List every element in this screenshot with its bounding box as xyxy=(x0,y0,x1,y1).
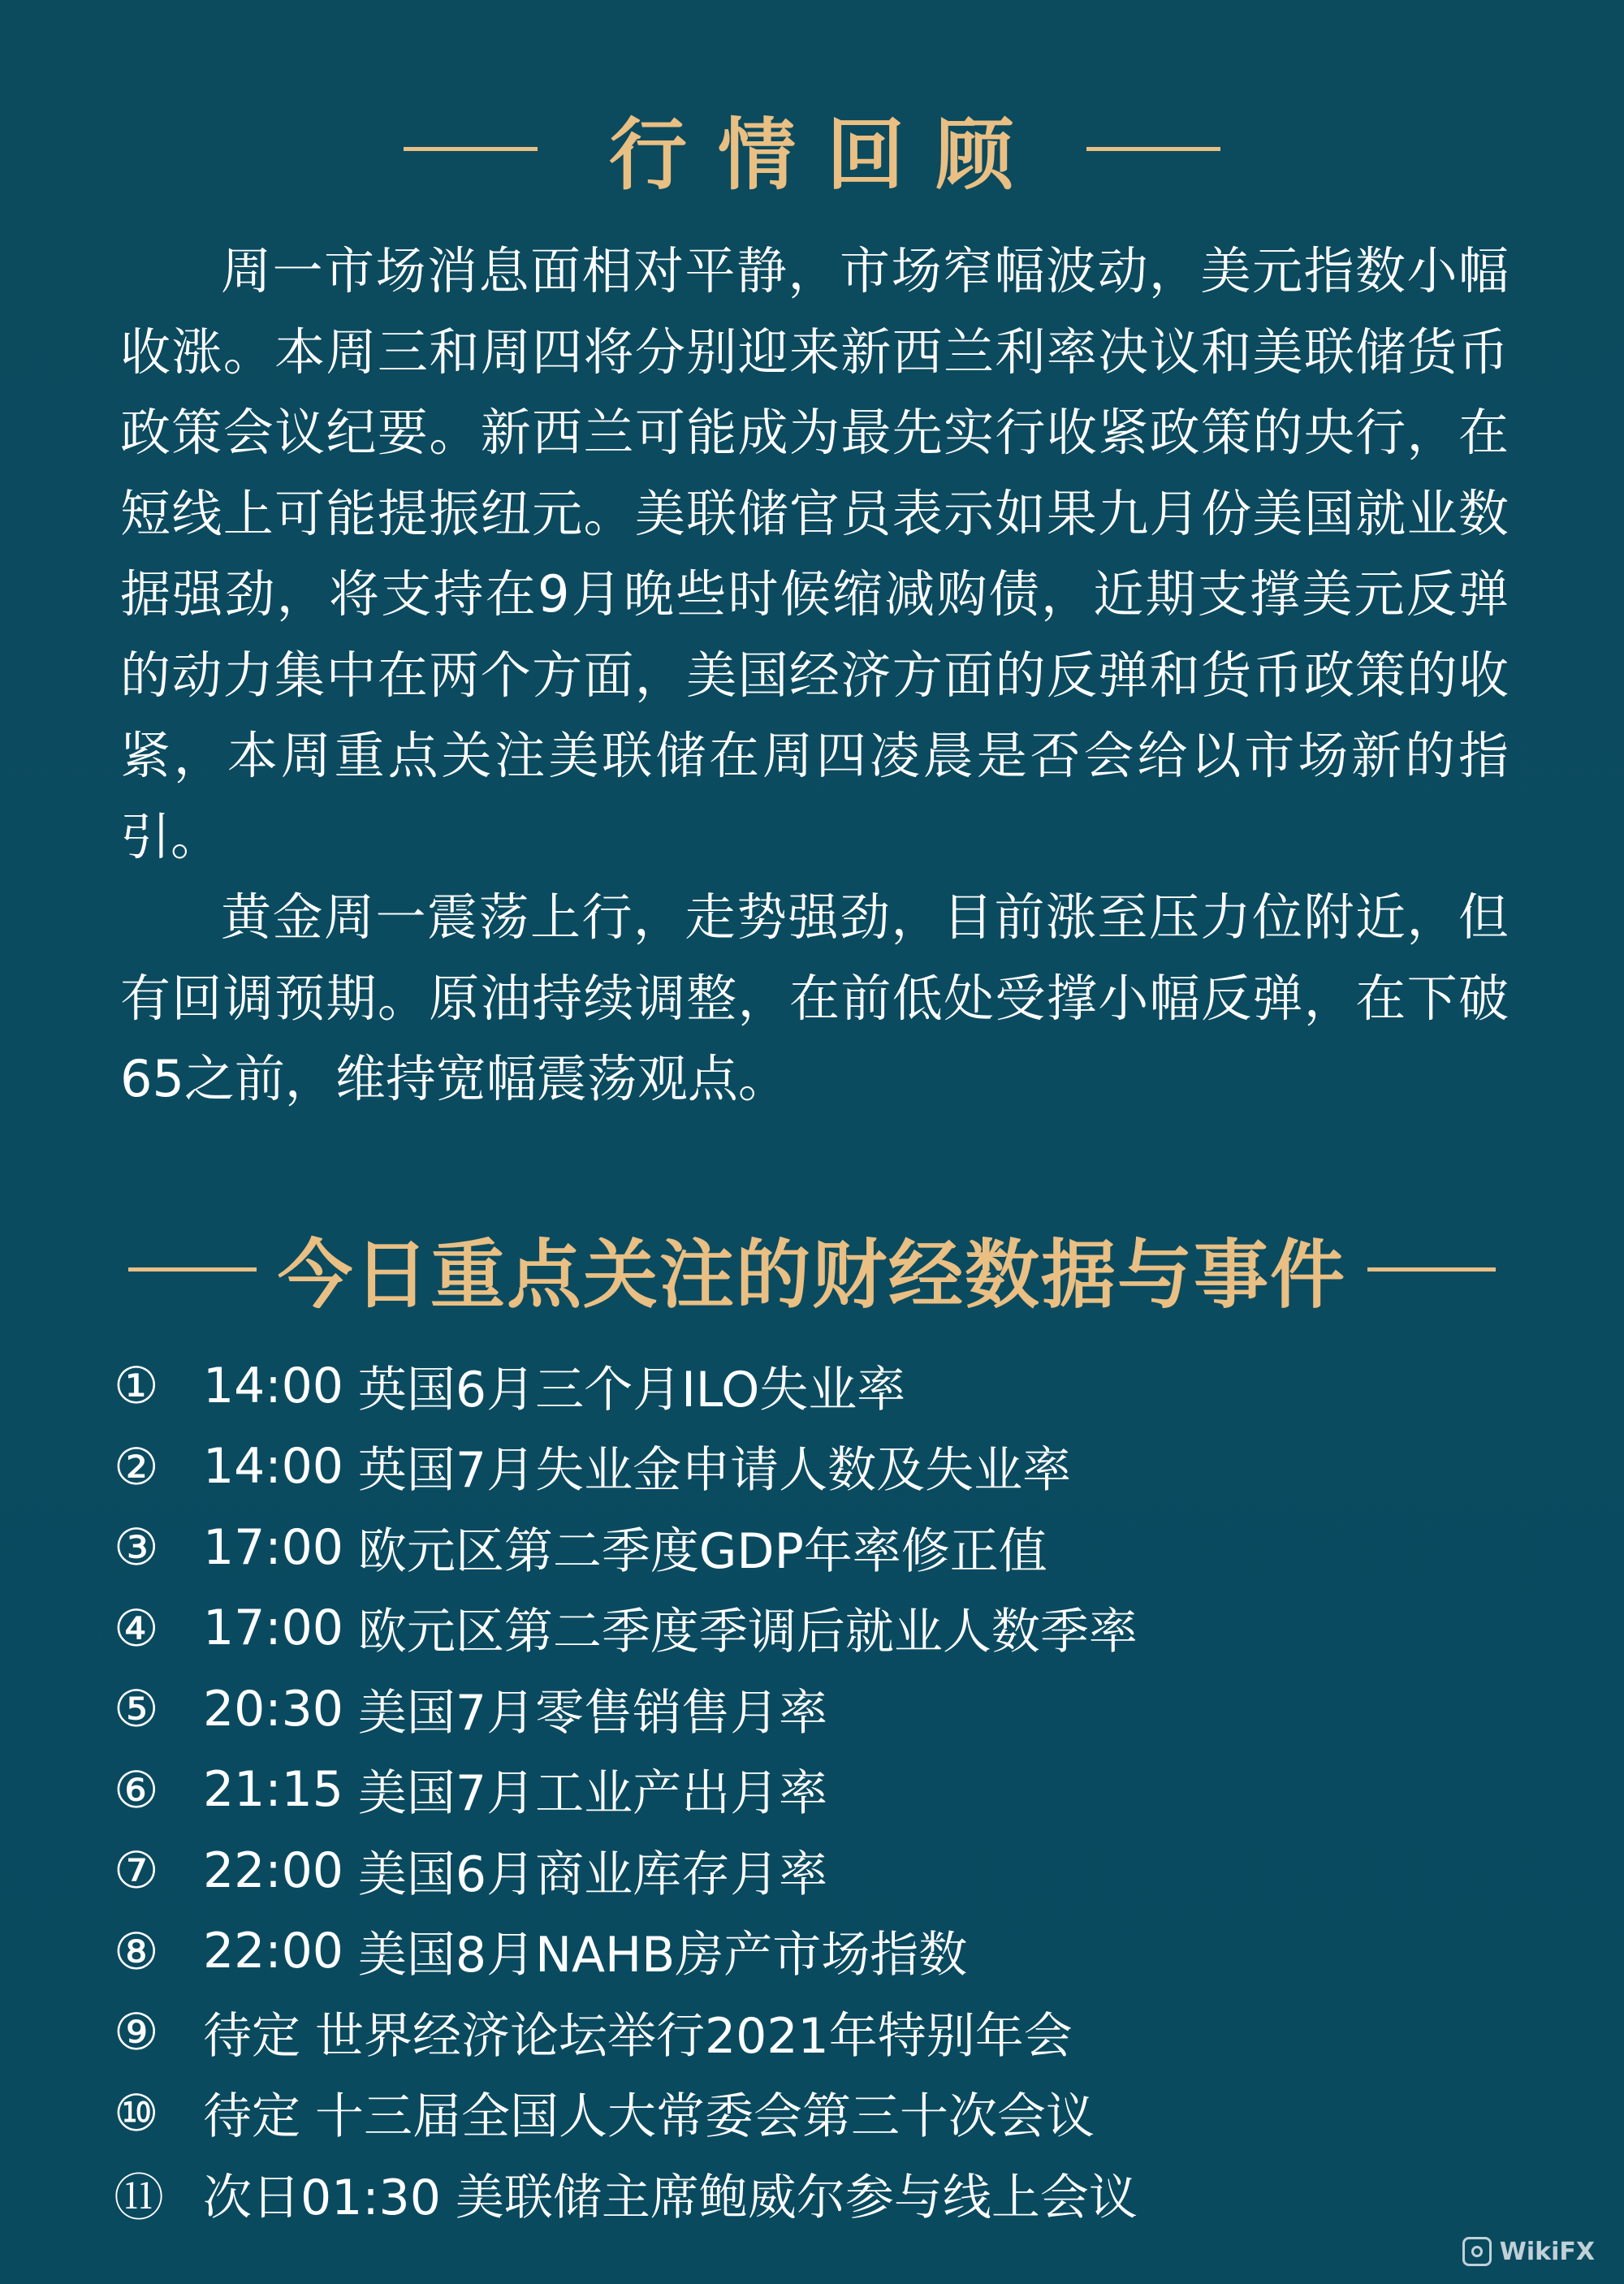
item-text: 十三届全国人大常委会第三十次会议 xyxy=(315,2088,1095,2146)
item-number: ⑦ xyxy=(114,1841,159,1901)
review-paragraph: 周一市场消息面相对平静，市场窄幅波动，美元指数小幅收涨。本周三和周四将分别迎来新西兰利率决议和美联储货币政策会议纪要。新西兰可能成为最先实行收紧政策的央行，在短线上可能提振纽元。美联储官员表示如果九月份美国就业数据强劲，将支持在9月晚些时候缩减购债，近期支撑美元反弹的动力集中在两个方面，美国经济方面的反弹和货币政策的收紧，本周重点关注美联储在周四凌晨是否会给以市场新的指引。 xyxy=(120,241,1509,866)
item-text: 美国7月零售销售月率 xyxy=(357,1684,828,1742)
list-item xyxy=(114,1507,1543,1588)
item-number: ⑤ xyxy=(114,1679,159,1739)
item-number: ⑩ xyxy=(114,2083,159,2143)
item-text: 欧元区第二季度季调后就业人数季率 xyxy=(357,1604,1138,1661)
item-number: ⑧ xyxy=(114,1921,159,1981)
watermark xyxy=(1462,2237,1595,2266)
review-body xyxy=(120,231,1509,1120)
item-time: 17:00 xyxy=(203,1518,343,1576)
item-time: 21:15 xyxy=(203,1761,343,1819)
heading-right-rule xyxy=(1086,147,1220,151)
item-text: 美国6月商业库存月率 xyxy=(357,1846,828,1903)
item-time: 20:30 xyxy=(203,1680,343,1738)
item-text: 英国7月失业金申请人数及失业率 xyxy=(357,1442,1072,1500)
watermark-text: WikiFX xyxy=(1499,2237,1595,2266)
heading-right-rule xyxy=(1367,1267,1496,1272)
list-item xyxy=(114,2153,1543,2234)
list-item xyxy=(114,1669,1543,1750)
item-time: 14:00 xyxy=(203,1357,343,1414)
item-text: 美国8月NAHB房产市场指数 xyxy=(357,1927,968,1984)
list-item xyxy=(114,1345,1543,1427)
item-number: ① xyxy=(114,1356,159,1416)
review-heading xyxy=(0,104,1624,201)
item-text: 世界经济论坛举行2021年特别年会 xyxy=(315,2007,1073,2065)
list-item xyxy=(114,1830,1543,1911)
item-time: 待定 xyxy=(203,2007,300,2065)
events-title: 今日重点关注的财经数据与事件 xyxy=(277,1232,1346,1319)
item-number: ⑪ xyxy=(114,2168,165,2228)
item-time: 14:00 xyxy=(203,1438,343,1496)
events-heading xyxy=(0,1224,1624,1319)
review-title: 行情回顾 xyxy=(609,109,1044,201)
list-item xyxy=(114,1911,1543,1993)
list-item xyxy=(114,2073,1543,2154)
heading-left-rule xyxy=(404,147,538,151)
item-time: 次日01:30 xyxy=(203,2169,441,2226)
item-text: 美国7月工业产出月率 xyxy=(357,1765,828,1823)
item-number: ⑨ xyxy=(114,2002,159,2062)
item-text: 英国6月三个月ILO失业率 xyxy=(357,1361,906,1418)
events-list xyxy=(114,1345,1543,2234)
item-time: 22:00 xyxy=(203,1841,343,1899)
heading-left-rule xyxy=(128,1267,257,1272)
list-item xyxy=(114,1992,1543,2073)
item-number: ② xyxy=(114,1436,159,1496)
item-text: 欧元区第二季度GDP年率修正值 xyxy=(357,1522,1047,1580)
item-number: ④ xyxy=(114,1598,159,1658)
list-item xyxy=(114,1588,1543,1669)
item-text: 美联储主席鲍威尔参与线上会议 xyxy=(455,2169,1138,2226)
item-time: 22:00 xyxy=(203,1923,343,1980)
item-time: 待定 xyxy=(203,2088,300,2146)
item-number: ③ xyxy=(114,1518,159,1578)
review-paragraph: 黄金周一震荡上行，走势强劲，目前涨至压力位附近，但有回调预期。原油持续调整，在前低处受撑小幅反弹，在下破65之前，维持宽幅震荡观点。 xyxy=(120,887,1509,1108)
list-item xyxy=(114,1427,1543,1508)
item-time: 17:00 xyxy=(203,1600,343,1657)
item-number: ⑥ xyxy=(114,1759,159,1820)
list-item xyxy=(114,1750,1543,1831)
wikifx-logo-icon xyxy=(1462,2237,1492,2266)
